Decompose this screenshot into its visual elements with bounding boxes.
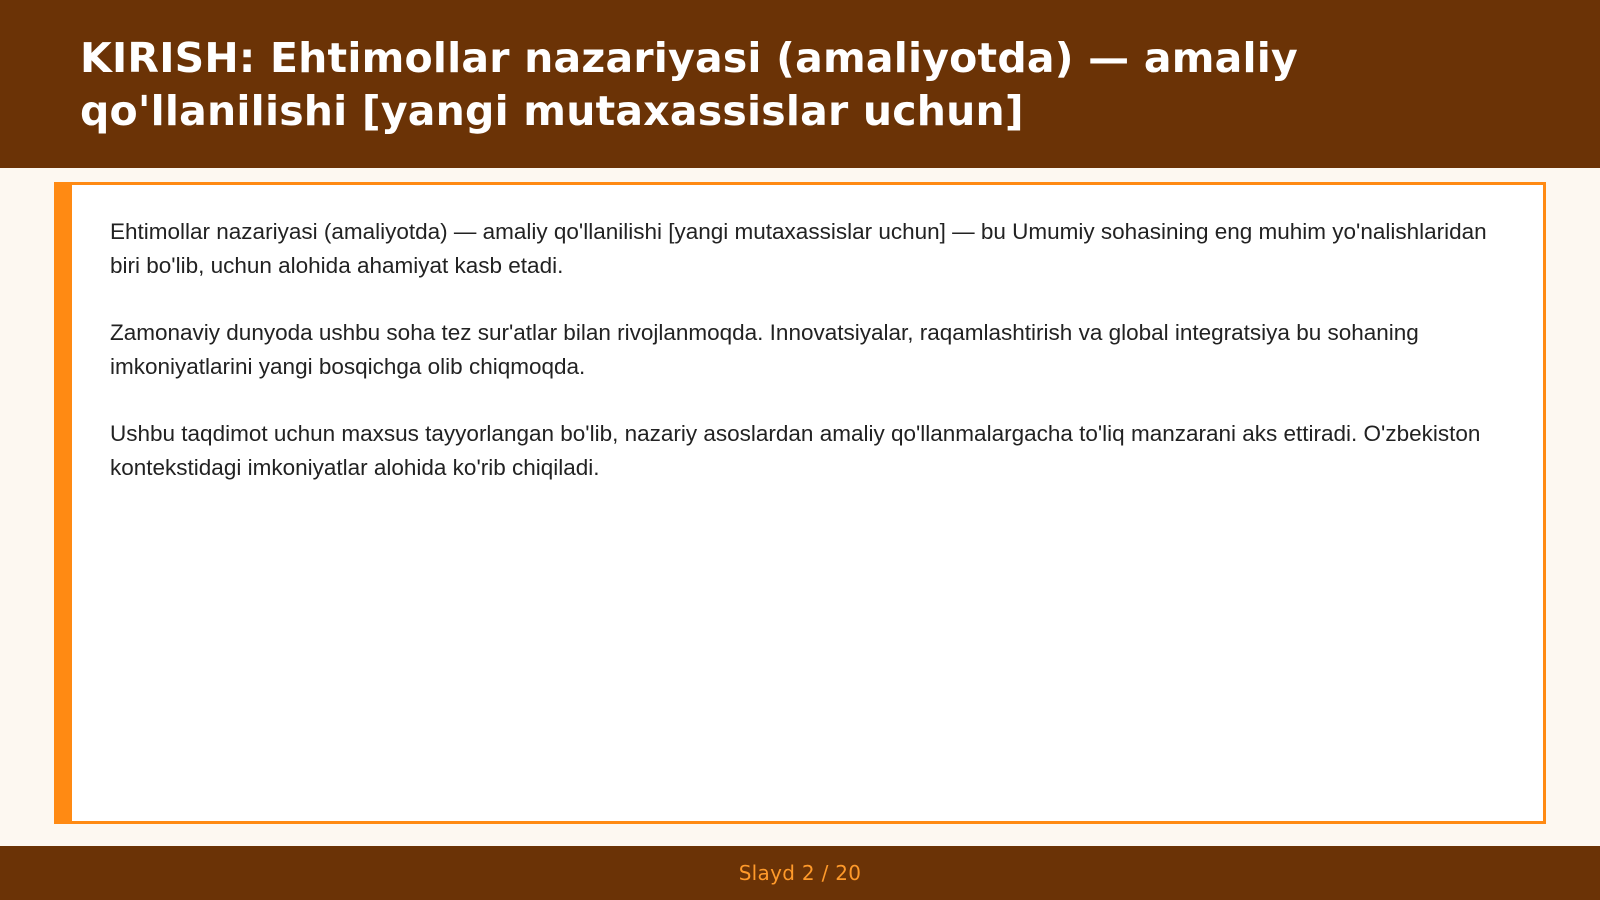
modern-world-paragraph: Zamonaviy dunyoda ushbu soha tez sur'atlar bilan rivojlanmoqda. Innovatsiyalar, raqamlashtirish va global integratsiya bu sohaning imkoniyatlarini yangi bosqichga olib chiqmoqda. (110, 320, 1419, 379)
slide-title: KIRISH: Ehtimollar nazariyasi (amaliyotda) — amaliy qo'llanilishi [yangi mutaxassislar uchun] (80, 34, 1298, 135)
presentation-purpose-paragraph: Ushbu taqdimot uchun maxsus tayyorlangan bo'lib, nazariy asoslardan amaliy qo'llanmalargacha to'liq manzarani aks ettiradi. O'zbekiston kontekstidagi imkoniyatlar alohida ko'rib chiqiladi. (110, 421, 1481, 480)
slide-header (0, 0, 1600, 168)
slide-counter: Slayd 2 / 20 (738, 861, 862, 885)
intro-paragraph: Ehtimollar nazariyasi (amaliyotda) — amaliy qo'llanilishi [yangi mutaxassislar uchun] — bu Umumiy sohasining eng muhim yo'nalishlaridan biri bo'lib, uchun alohida ahamiyat kasb etadi. (110, 219, 1487, 278)
slide-footer (0, 846, 1600, 900)
content-card (54, 182, 1546, 824)
